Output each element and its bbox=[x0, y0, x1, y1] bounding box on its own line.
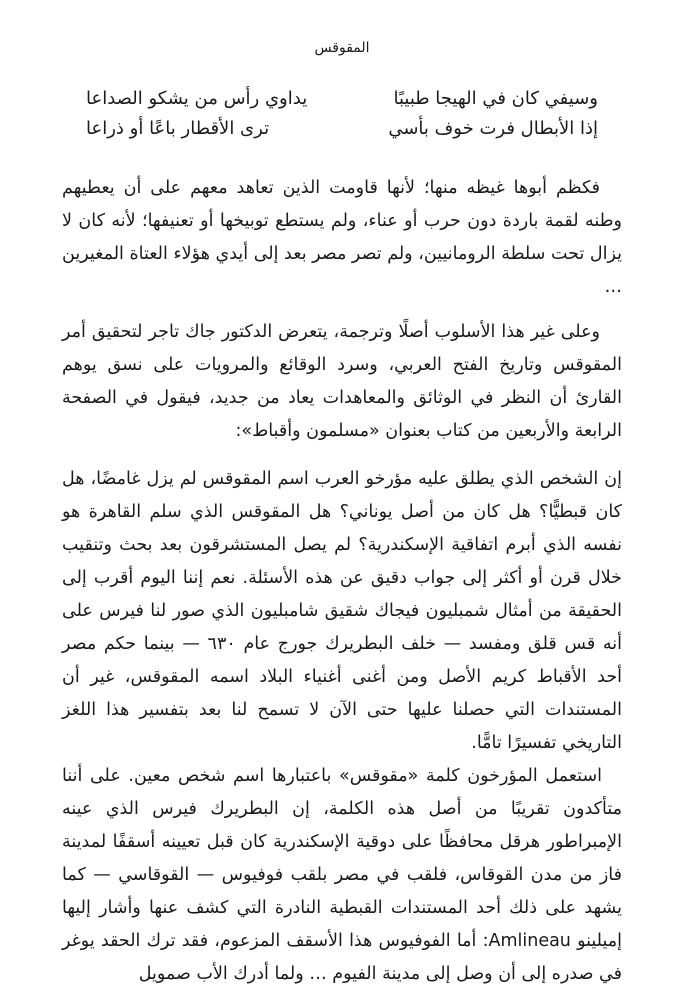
quote-paragraph: استعمل المؤرخون كلمة «مقوقس» باعتبارها اسم شخص معين. على أننا متأكدون تقريبًا من أصل هذه الكلمة، إن البطريرك فيرس الذي عينه الإمبراطور هرقل محافظًا على دوقية الإسكندرية كان قبل تعيينه أسقفًا لمدينة فاز من مدن القوقاس، فلقب في مصر بلقب فوفيوس — القوقاسي — كما يشهد على ذلك أحد المستندات القبطية النادرة التي كشف عنها وأشار إليها إميلينو Amlineau: أما الفوفيوس هذا الأسقف المزعوم، فقد ترك الحقد يوغر في صدره إلى أن وصل إلى مدينة الفيوم … ولما أدرك الأب صمويل bbox=[62, 766, 622, 984]
running-header: المقوقس bbox=[314, 40, 370, 56]
poem-verse bbox=[86, 114, 598, 144]
quote-paragraph: إن الشخص الذي يطلق عليه مؤرخو العرب اسم المقوقس لم يزل غامضًا، هل كان قبطيًّا؟ هل كان من أصل يوناني؟ هل المقوقس الذي سلم القاهرة هو نفسه الذي أبرم اتفاقية الإسكندرية؟ لم يصل المستشرقون بعد بحث وتنقيب خلال قرن أو أكثر إلى جواب دقيق عن هذه الأسئلة. نعم إننا اليوم أقرب إلى الحقيقة من أمثال شمبليون فيجاك شقيق شامبليون الذي صور لنا فيرس على أنه قس قلق ومفسد — خلف البطريرك جورج عام ٦٣٠ — بينما حكم مصر أحد الأقباط كريم الأصل ومن أغنى أغنياء البلاد اسمه المقوقس، غير أن المستندات التي حصلنا عليها حتى الآن لا تسمح لنا بعد بتفسير هذا اللغز التاريخي تفسيرًا تامًّا. bbox=[62, 469, 622, 753]
paragraph: وعلى غير هذا الأسلوب أصلًا وترجمة، يتعرض الدكتور جاك تاجر لتحقيق أمر المقوقس وتاريخ الفتح العربي، وسرد الوقائع والمرويات على نسق يوهم القارئ أن النظر في الوثائق والمعاهدات يعاد من جديد، فيقول في الصفحة الرابعة والأربعين من كتاب بعنوان «مسلمون وأقباط»: bbox=[62, 322, 622, 441]
block-quotation bbox=[62, 463, 622, 991]
paragraph: فكظم أبوها غيظه منها؛ لأنها قاومت الذين تعاهد معهم على أن يعطيهم وطنه لقمة باردة دون حرب أو عناء، ولم يستطع توبيخها أو تعنيفها؛ لأنه كان لا يزال تحت سلطة الرومانيين، ولم تصر مصر بعد إلى أيدي هؤلاء العتاة المغيرين … bbox=[62, 178, 622, 297]
verse-second-hemistich: يداوي رأس من يشكو الصداعا bbox=[86, 88, 308, 109]
verse-first-hemistich: إذا الأبطال فرت خوف بأسي bbox=[388, 118, 598, 139]
body-section bbox=[62, 172, 622, 304]
verse-second-hemistich: ترى الأقطار باعًا أو ذراعا bbox=[86, 118, 270, 139]
poem-verse bbox=[86, 84, 598, 114]
poem bbox=[86, 84, 598, 144]
verse-first-hemistich: وسيفي كان في الهيجا طبيبًا bbox=[393, 88, 598, 109]
body-section bbox=[62, 316, 622, 448]
